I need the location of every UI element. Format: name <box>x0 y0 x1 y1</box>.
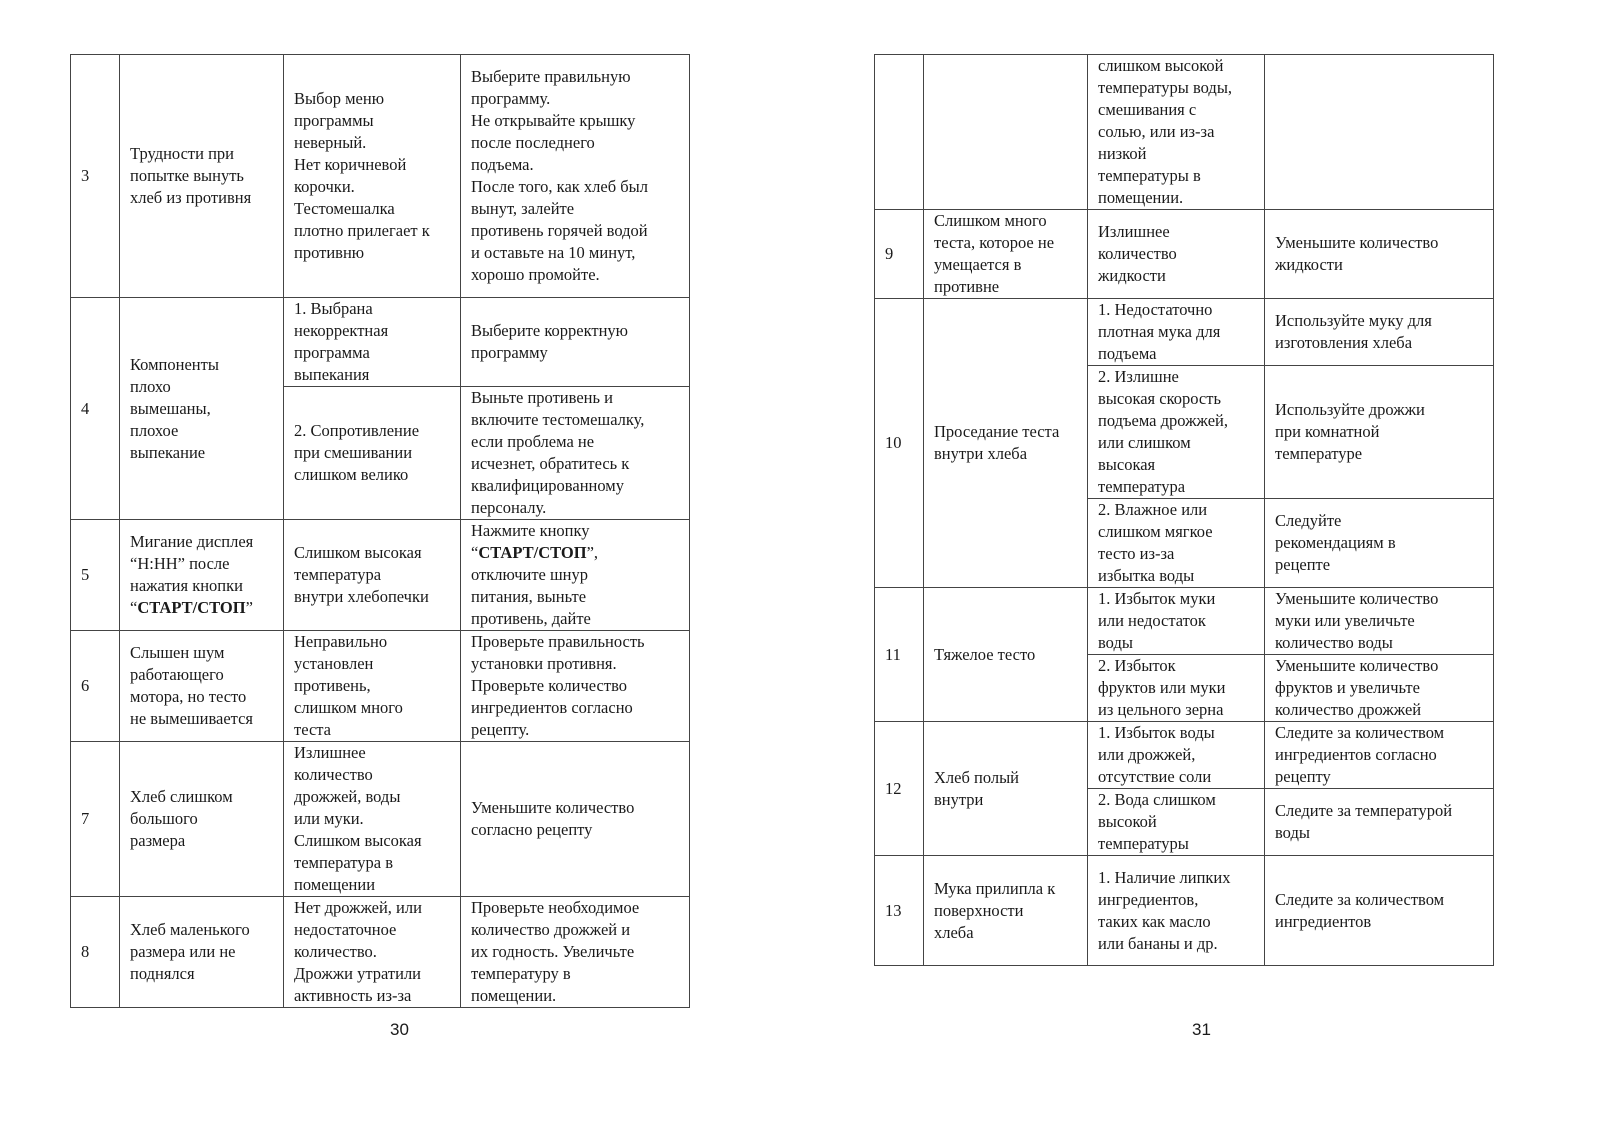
page-number: 31 <box>1192 1020 1211 1039</box>
row-number-cell: 7 <box>71 742 120 897</box>
cell-line: выпекания <box>294 365 370 384</box>
cell-line: “СТАРТ/СТОП”, <box>471 543 599 562</box>
cause-cell <box>1088 499 1265 588</box>
cell-line: Используйте дрожжи <box>1275 400 1425 419</box>
cell-line: 1. Избыток воды <box>1098 723 1215 742</box>
problem-cell <box>924 722 1088 856</box>
cell-line: жидкости <box>1275 255 1343 274</box>
cell-line: ингредиентов согласно <box>471 698 633 717</box>
solution-cell <box>461 631 690 742</box>
solution-cell <box>1265 210 1494 299</box>
cell-line: 2. Излишне <box>1098 367 1179 386</box>
cell-line: рецепте <box>1275 555 1331 574</box>
table-row <box>71 742 690 897</box>
cell-line: недостаточное <box>294 920 397 939</box>
cell-line: после последнего <box>471 133 595 152</box>
cell-line: противень горячей водой <box>471 221 648 240</box>
row-number-cell: 3 <box>71 55 120 298</box>
solution-cell <box>461 897 690 1008</box>
cell-line: слишком высокой <box>1098 56 1224 75</box>
cell-line: Слишком высокая <box>294 543 422 562</box>
cell-line: фруктов или муки <box>1098 678 1226 697</box>
cell-line: 1. Наличие липких <box>1098 867 1231 887</box>
cell-line: изготовления хлеба <box>1275 333 1413 352</box>
cell-line: попытке вынуть <box>130 166 244 185</box>
cause-cell <box>1088 55 1265 210</box>
cell-line: из цельного зерна <box>1098 700 1224 719</box>
cell-line: квалифицированному <box>471 476 624 495</box>
cell-line: хлеба <box>934 922 974 942</box>
cell-line: смешивания с <box>1098 100 1197 119</box>
cell-line: умещается в <box>934 255 1022 274</box>
cell-line: неверный. <box>294 133 367 152</box>
cell-line: Тестомешалка <box>294 199 395 218</box>
cell-line: Уменьшите количество <box>471 798 635 817</box>
cell-line: отключите шнур <box>471 565 589 584</box>
cell-line: Слишком высокая <box>294 831 422 850</box>
cell-line: Нет коричневой <box>294 155 407 174</box>
cell-line: исчезнет, обратитесь к <box>471 454 630 473</box>
cell-line: отсутствие соли <box>1098 767 1212 786</box>
cell-line: при смешивании <box>294 443 413 462</box>
solution-cell <box>1265 55 1494 210</box>
cell-line: Уменьшите количество <box>1275 589 1439 608</box>
cell-line: внутри хлеба <box>934 444 1028 463</box>
left-page <box>70 54 689 1008</box>
cell-line: ингредиентов, <box>1098 889 1199 909</box>
cell-line: температура в <box>294 853 394 872</box>
problem-cell <box>120 55 284 298</box>
cell-line: подъема. <box>471 155 534 174</box>
cell-line: избытка воды <box>1098 566 1195 585</box>
cell-line: Следуйте <box>1275 511 1342 530</box>
cause-cell <box>284 298 461 387</box>
table-row <box>875 299 1494 366</box>
cell-line: хлеб из противня <box>130 188 252 207</box>
cause-cell <box>284 520 461 631</box>
cell-line: слишком много <box>294 698 403 717</box>
cell-line: Выберите корректную <box>471 321 628 340</box>
row-number-cell: 5 <box>71 520 120 631</box>
cell-line: работающего <box>130 665 224 684</box>
cell-line: включите тестомешалку, <box>471 410 645 429</box>
right-page <box>874 54 1493 966</box>
cell-line: Хлеб слишком <box>130 787 233 806</box>
cell-line: 1. Избыток муки <box>1098 589 1216 608</box>
problem-cell <box>120 631 284 742</box>
cell-line: или недостаток <box>1098 611 1206 630</box>
cell-line: хорошо промойте. <box>471 265 600 284</box>
cell-line: ингредиентов <box>1275 911 1372 931</box>
table-row <box>71 55 690 298</box>
cell-line: Дрожжи утратили <box>294 964 422 983</box>
cell-line: Выбор меню <box>294 89 385 108</box>
cell-line: рецепту <box>1275 767 1331 786</box>
cell-line: тесто из-за <box>1098 544 1175 563</box>
table-row <box>71 897 690 1008</box>
cell-line: “H:HH” после <box>130 554 230 573</box>
table-row <box>875 55 1494 210</box>
cell-line: температуре <box>1275 444 1363 463</box>
cell-line: плотно прилегает к <box>294 221 430 240</box>
table-row <box>71 631 690 742</box>
cell-line: активность из-за <box>294 986 412 1005</box>
cell-line: их годность. Увеличьте <box>471 942 635 961</box>
cell-line: помещении. <box>1098 188 1184 207</box>
cell-line: установлен <box>294 654 374 673</box>
table-row <box>875 588 1494 655</box>
cause-cell <box>284 742 461 897</box>
cell-line: слишком мягкое <box>1098 522 1213 541</box>
cause-cell <box>1088 789 1265 856</box>
cell-line: высокая скорость <box>1098 389 1221 408</box>
cell-line: выпекание <box>130 442 206 462</box>
cell-line: вымешаны, <box>130 398 211 418</box>
cell-line: плохое <box>130 420 179 440</box>
solution-cell <box>461 520 690 631</box>
cell-line: Проседание теста <box>934 422 1060 441</box>
row-number-cell: 13 <box>875 856 924 966</box>
cell-line: высокой <box>1098 812 1157 831</box>
solution-cell <box>1265 655 1494 722</box>
table-row <box>875 722 1494 789</box>
cause-cell <box>1088 366 1265 499</box>
cell-line: количество. <box>294 942 377 961</box>
row-number-cell: 9 <box>875 210 924 299</box>
solution-cell <box>1265 366 1494 499</box>
problem-cell <box>120 897 284 1008</box>
cell-line: и оставьте на 10 минут, <box>471 243 636 262</box>
table-row <box>875 856 1494 966</box>
cell-line: плотная мука для <box>1098 322 1221 341</box>
cell-line: Трудности при <box>130 144 234 163</box>
cell-line: количество воды <box>1275 633 1393 652</box>
cell-line: подъема дрожжей, <box>1098 411 1228 430</box>
cause-cell <box>1088 588 1265 655</box>
cell-line: Излишнее <box>294 743 366 762</box>
cell-line: теста <box>294 720 332 739</box>
cell-line: температуры воды, <box>1098 78 1233 97</box>
cell-line: некорректная <box>294 321 389 340</box>
cell-line: ингредиентов согласно <box>1275 745 1437 764</box>
table-row <box>875 210 1494 299</box>
cell-line: согласно рецепту <box>471 820 593 839</box>
solution-cell <box>1265 588 1494 655</box>
cause-cell <box>1088 722 1265 789</box>
cell-line: или муки. <box>294 809 364 828</box>
solution-cell <box>461 298 690 387</box>
row-number-cell: 10 <box>875 299 924 588</box>
problem-cell <box>924 210 1088 299</box>
solution-cell <box>461 742 690 897</box>
cell-line: температуры в <box>1098 166 1201 185</box>
cell-line: плохо <box>130 376 171 396</box>
cell-line: 2. Вода слишком <box>1098 790 1216 809</box>
page-number: 30 <box>390 1020 409 1039</box>
cause-cell <box>284 897 461 1008</box>
cell-line: Слишком много <box>934 211 1047 230</box>
solution-cell <box>1265 789 1494 856</box>
cause-cell <box>284 631 461 742</box>
cell-line: Проверьте необходимое <box>471 898 640 917</box>
cell-line: поверхности <box>934 900 1024 920</box>
cell-line: противню <box>294 243 365 262</box>
cell-line: температура <box>1098 477 1186 496</box>
table-row <box>71 298 690 387</box>
cell-line: помещении. <box>471 986 557 1005</box>
row-number-cell: 6 <box>71 631 120 742</box>
cell-line: Нажмите кнопку <box>471 521 590 540</box>
cell-line: 1. Выбрана <box>294 299 373 318</box>
cell-line: противень, дайте <box>471 609 591 628</box>
cell-line: дрожжей, воды <box>294 787 401 806</box>
cell-line: Используйте муку для <box>1275 311 1432 330</box>
row-number-cell: 8 <box>71 897 120 1008</box>
cell-line: Выньте противень и <box>471 388 613 407</box>
cell-line: Следите за количеством <box>1275 889 1445 909</box>
cell-line: солью, или из-за <box>1098 122 1215 141</box>
cell-line: 2. Избыток <box>1098 656 1176 675</box>
cell-line: большого <box>130 809 198 828</box>
cell-line: “СТАРТ/СТОП” <box>130 598 253 617</box>
cell-line: программу. <box>471 89 551 108</box>
cell-line: количество <box>294 765 373 784</box>
problem-cell <box>924 55 1088 210</box>
cell-line: Уменьшите количество <box>1275 233 1439 252</box>
troubleshooting-table <box>70 54 690 1008</box>
cause-cell <box>284 55 461 298</box>
row-number-cell: 4 <box>71 298 120 520</box>
cell-line: рецепту. <box>471 720 530 739</box>
table-row <box>71 520 690 631</box>
cell-line: установки противня. <box>471 654 617 673</box>
table-body <box>71 55 690 1008</box>
problem-cell <box>120 298 284 520</box>
cell-line: низкой <box>1098 144 1147 163</box>
cell-line: Нет дрожжей, или <box>294 898 422 917</box>
cell-line: нажатия кнопки <box>130 576 243 595</box>
cell-line: Неправильно <box>294 632 388 651</box>
cell-line: воды <box>1275 823 1310 842</box>
cell-line: Мука прилипла к <box>934 878 1056 898</box>
cell-line: количество дрожжей <box>1275 700 1422 719</box>
cell-line: или слишком <box>1098 433 1191 452</box>
cell-line: температуры <box>1098 834 1189 853</box>
cell-line: Проверьте правильность <box>471 632 645 651</box>
solution-cell <box>461 387 690 520</box>
cell-line: программа <box>294 343 370 362</box>
cell-line: После того, как хлеб был <box>471 177 648 196</box>
cell-line: температуру в <box>471 964 571 983</box>
cell-line: Выберите правильную <box>471 67 631 86</box>
row-number-cell: 12 <box>875 722 924 856</box>
cell-line: Хлеб полый <box>934 767 1020 787</box>
cell-line: 1. Недостаточно <box>1098 300 1213 319</box>
cell-line: при комнатной <box>1275 422 1380 441</box>
cell-line: питания, выньте <box>471 587 587 606</box>
cause-cell <box>1088 299 1265 366</box>
row-number-cell: 11 <box>875 588 924 722</box>
cell-line: если проблема не <box>471 432 595 451</box>
cell-line: Хлеб маленького <box>130 920 250 939</box>
cell-line: Тяжелое тесто <box>934 644 1036 664</box>
cell-line: фруктов и увеличьте <box>1275 678 1420 697</box>
cell-line: рекомендациям в <box>1275 533 1396 552</box>
cell-line: муки или увеличьте <box>1275 611 1415 630</box>
solution-cell <box>1265 299 1494 366</box>
cell-line: таких как масло <box>1098 911 1211 931</box>
cell-line: воды <box>1098 633 1133 652</box>
solution-cell <box>1265 499 1494 588</box>
problem-cell <box>120 742 284 897</box>
cell-line: поднялся <box>130 964 195 983</box>
row-number-cell <box>875 55 924 210</box>
cell-line: мотора, но тесто <box>130 687 247 706</box>
cell-line: вынут, залейте <box>471 199 575 218</box>
cell-line: помещении <box>294 875 376 894</box>
problem-cell <box>120 520 284 631</box>
problem-cell <box>924 856 1088 966</box>
cell-line: или бананы и др. <box>1098 933 1218 953</box>
cell-line: 2. Влажное или <box>1098 500 1208 519</box>
cell-line: Не открывайте крышку <box>471 111 636 130</box>
cell-line: подъема <box>1098 344 1157 363</box>
cell-line: Следите за температурой <box>1275 801 1453 820</box>
table-body <box>875 55 1494 966</box>
cell-line: количество дрожжей и <box>471 920 631 939</box>
troubleshooting-table <box>874 54 1494 966</box>
cause-cell <box>1088 655 1265 722</box>
cell-line: температура <box>294 565 382 584</box>
cell-line: количество <box>1098 244 1177 263</box>
problem-cell <box>924 299 1088 588</box>
cell-line: размера или не <box>130 942 236 961</box>
cell-line: корочки. <box>294 177 355 196</box>
cell-line: размера <box>130 831 186 850</box>
cell-line: Излишнее <box>1098 222 1170 241</box>
cell-line: Слышен шум <box>130 643 225 662</box>
cell-line: внутри <box>934 789 984 809</box>
cell-line: Компоненты <box>130 354 219 374</box>
solution-cell <box>1265 856 1494 966</box>
cell-line: теста, которое не <box>934 233 1055 252</box>
cell-line: программу <box>471 343 548 362</box>
cause-cell <box>284 387 461 520</box>
cell-line: противне <box>934 277 1000 296</box>
cell-line: противень, <box>294 676 371 695</box>
solution-cell <box>1265 722 1494 789</box>
cell-line: 2. Сопротивление <box>294 421 420 440</box>
cell-line: высокая <box>1098 455 1156 474</box>
cell-line: персоналу. <box>471 498 547 517</box>
cell-line: или дрожжей, <box>1098 745 1196 764</box>
cell-line: внутри хлебопечки <box>294 587 429 606</box>
problem-cell <box>924 588 1088 722</box>
cause-cell <box>1088 856 1265 966</box>
cell-line: Следите за количеством <box>1275 723 1445 742</box>
cell-line: Проверьте количество <box>471 676 628 695</box>
cell-line: Уменьшите количество <box>1275 656 1439 675</box>
cause-cell <box>1088 210 1265 299</box>
cell-line: Мигание дисплея <box>130 532 254 551</box>
cell-line: не вымешивается <box>130 709 254 728</box>
cell-line: слишком велико <box>294 465 409 484</box>
cell-line: программы <box>294 111 374 130</box>
solution-cell <box>461 55 690 298</box>
cell-line: жидкости <box>1098 266 1166 285</box>
